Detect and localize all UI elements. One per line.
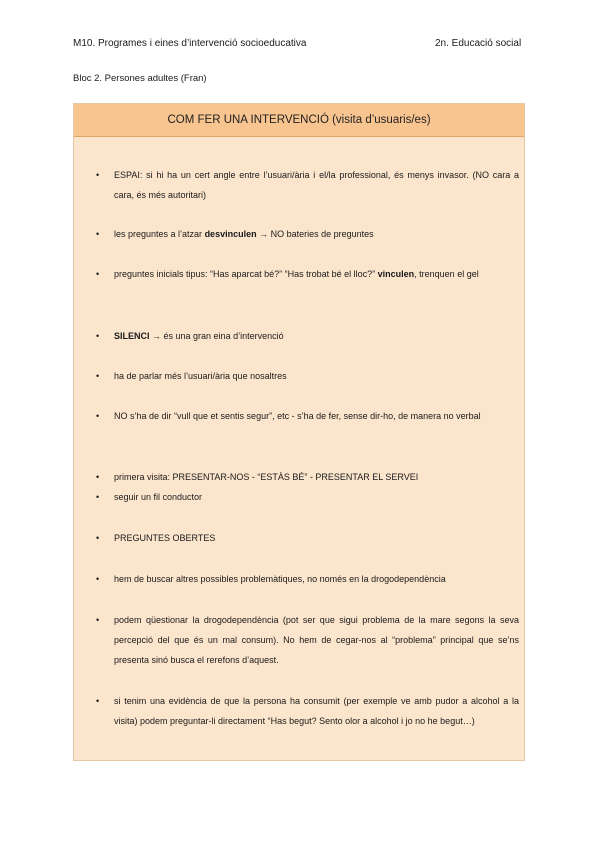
list-item-text: podem qüestionar la drogodependència (pot ser que sigui problema de la mare segons la seva percepció del que és un mal consum). No hem de cegar-nos al “problema” principal que se’ns presenta sinó busca el rerefons d’aquest. bbox=[114, 615, 519, 665]
header-course: M10. Programes i eines d’intervenció socioeducativa bbox=[73, 38, 307, 49]
bullet-icon: • bbox=[96, 411, 100, 421]
list-item-text: si tenim una evidència de que la persona ha consumit (per exemple ve amb pudor a alcohol a la visita) podem preguntar-li directament “Has begut? Sento olor a alcohol i jo no he begut…) bbox=[114, 696, 519, 726]
list-item-text: seguir un fil conductor bbox=[114, 492, 203, 502]
list-item-text: NO s’ha de dir “vull que et sentis segur”, etc - s’ha de fer, sense dir-ho, de manera no verbal bbox=[114, 411, 481, 421]
header-degree: 2n. Educació social bbox=[435, 38, 522, 49]
list-item-text: hem de buscar altres possibles problemàtiques, no només en la drogodependència bbox=[114, 574, 446, 584]
bullet-icon: • bbox=[96, 533, 100, 543]
list-item-text: les preguntes a l’atzar desvinculen → NO bateries de preguntes bbox=[114, 229, 374, 239]
bullet-icon: • bbox=[96, 331, 100, 341]
bullet-icon: • bbox=[96, 269, 100, 279]
list-item-text: PREGUNTES OBERTES bbox=[114, 533, 216, 543]
bullet-icon: • bbox=[96, 615, 100, 625]
bullet-icon: • bbox=[96, 574, 100, 584]
list-item-text: ha de parlar més l’usuari/ària que nosaltres bbox=[114, 371, 287, 381]
list-item-text: SILENCI → és una gran eina d’intervenció bbox=[114, 331, 284, 341]
list-item-text: primera visita: PRESENTAR-NOS - “ESTÀS BÉ” - PRESENTAR EL SERVEI bbox=[114, 472, 419, 482]
card-title: COM FER UNA INTERVENCIÓ (visita d’usuaris/es) bbox=[74, 104, 524, 137]
bullet-icon: • bbox=[96, 472, 100, 482]
bloc-title: Bloc 2. Persones adultes (Fran) bbox=[73, 73, 207, 84]
list-item-text: preguntes inicials tipus: “Has aparcat bé?” “Has trobat bé el lloc?” vinculen, trenquen el gel bbox=[114, 269, 479, 279]
bullet-icon: • bbox=[96, 170, 100, 180]
notes-card bbox=[73, 103, 525, 761]
list-item-text: ESPAI: si hi ha un cert angle entre l’usuari/ària i el/la professional, és menys invasor. (NO cara a cara, és més autoritari) bbox=[114, 170, 519, 200]
bullet-icon: • bbox=[96, 696, 100, 706]
bullet-icon: • bbox=[96, 229, 100, 239]
bullet-icon: • bbox=[96, 371, 100, 381]
bullet-icon: • bbox=[96, 492, 100, 502]
